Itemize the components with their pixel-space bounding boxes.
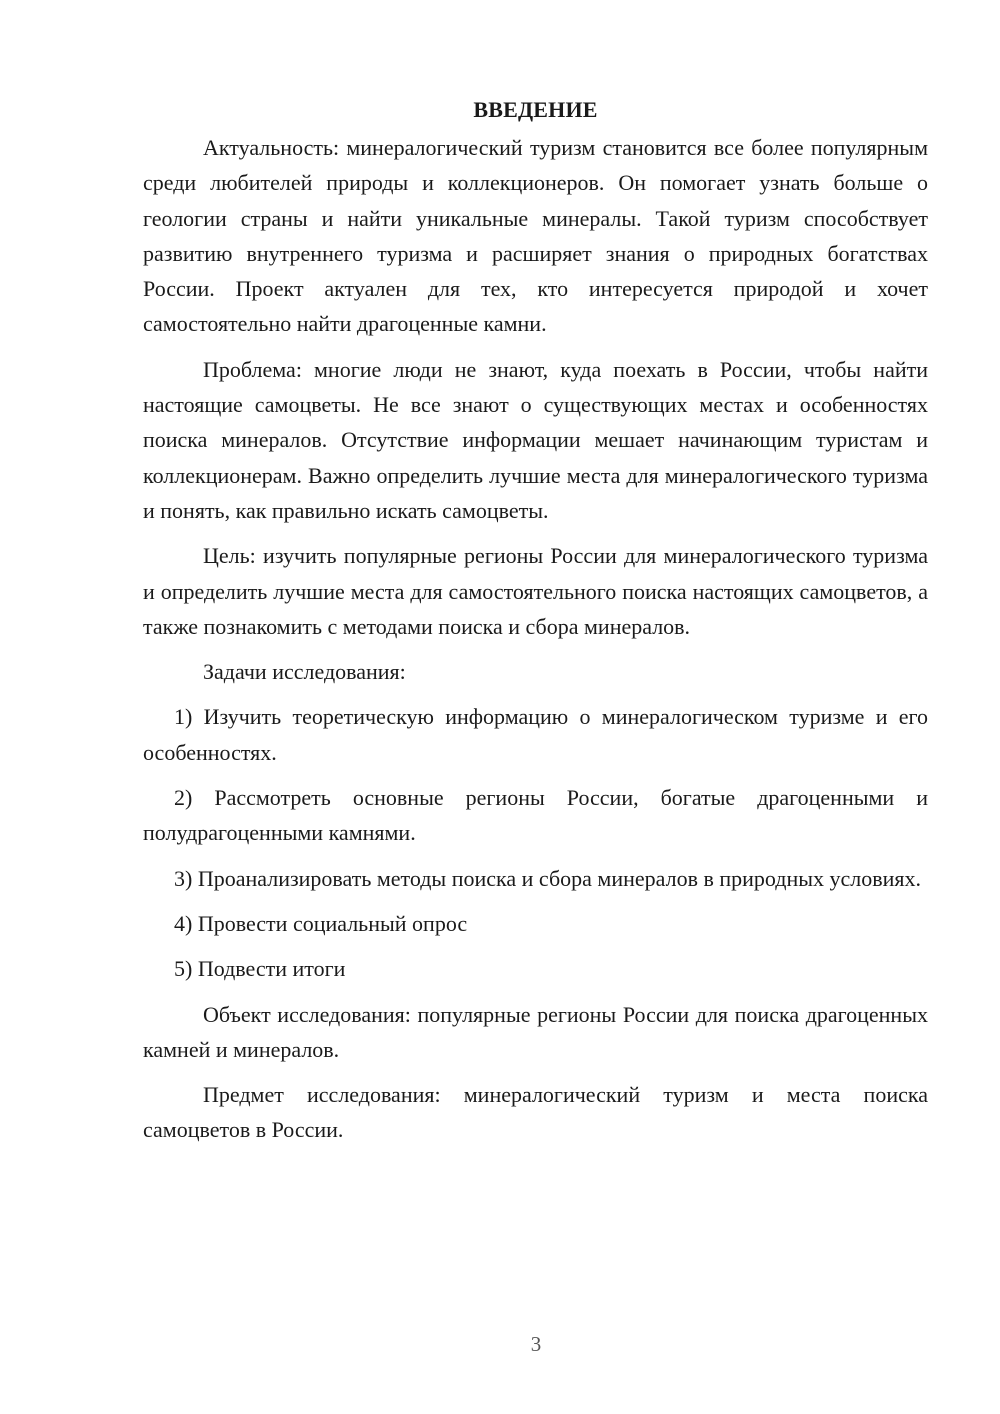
paragraph-problem: Проблема: многие люди не знают, куда поехать в России, чтобы найти настоящие самоцветы. Не все знают о существующих местах и особенностях поиска минералов. Отсутствие информации мешает начинающим туристам и коллекционерам. Важно определить лучшие места для минералогического туризма и понять, как правильно искать самоцветы.: [143, 356, 928, 523]
document-page: [143, 92, 928, 1148]
task-item-3: 3) Проанализировать методы поиска и сбора минералов в природных условиях.: [174, 865, 922, 891]
task-item-4: 4) Провести социальный опрос: [174, 910, 468, 936]
task-item-5: 5) Подвести итоги: [174, 956, 346, 982]
paragraph-goal: Цель: изучить популярные регионы России для минералогического туризма и определить лучшие места для самостоятельного поиска настоящих самоцветов, а также познакомить с методами поиска и сбора минералов.: [143, 543, 928, 639]
paragraph-relevance: Актуальность: минералогический туризм становится все более популярным среди любителей природы и коллекционеров. Он помогает узнать больше о геологии страны и найти уникальные минералы. Такой туризм способствует развитию внутреннего туризма и расширяет знания о природных богатствах России. Проект актуален для тех, кто интересуется природой и хочет самостоятельно найти драгоценные камни.: [143, 135, 928, 337]
page-number: 3: [530, 1332, 542, 1356]
task-item-1: 1) Изучить теоретическую информацию о минералогическом туризме и его особенностях.: [143, 704, 928, 765]
tasks-title: Задачи исследования:: [203, 659, 406, 685]
paragraph-subject: Предмет исследования: минералогический туризм и места поиска самоцветов в России.: [143, 1082, 928, 1143]
paragraph-object: Объект исследования: популярные регионы России для поиска драгоценных камней и минералов.: [143, 1001, 928, 1062]
section-heading: ВВЕДЕНИЕ: [473, 97, 598, 122]
task-item-2: 2) Рассмотреть основные регионы России, богатые драгоценными и полудрагоценными камнями.: [143, 785, 928, 846]
